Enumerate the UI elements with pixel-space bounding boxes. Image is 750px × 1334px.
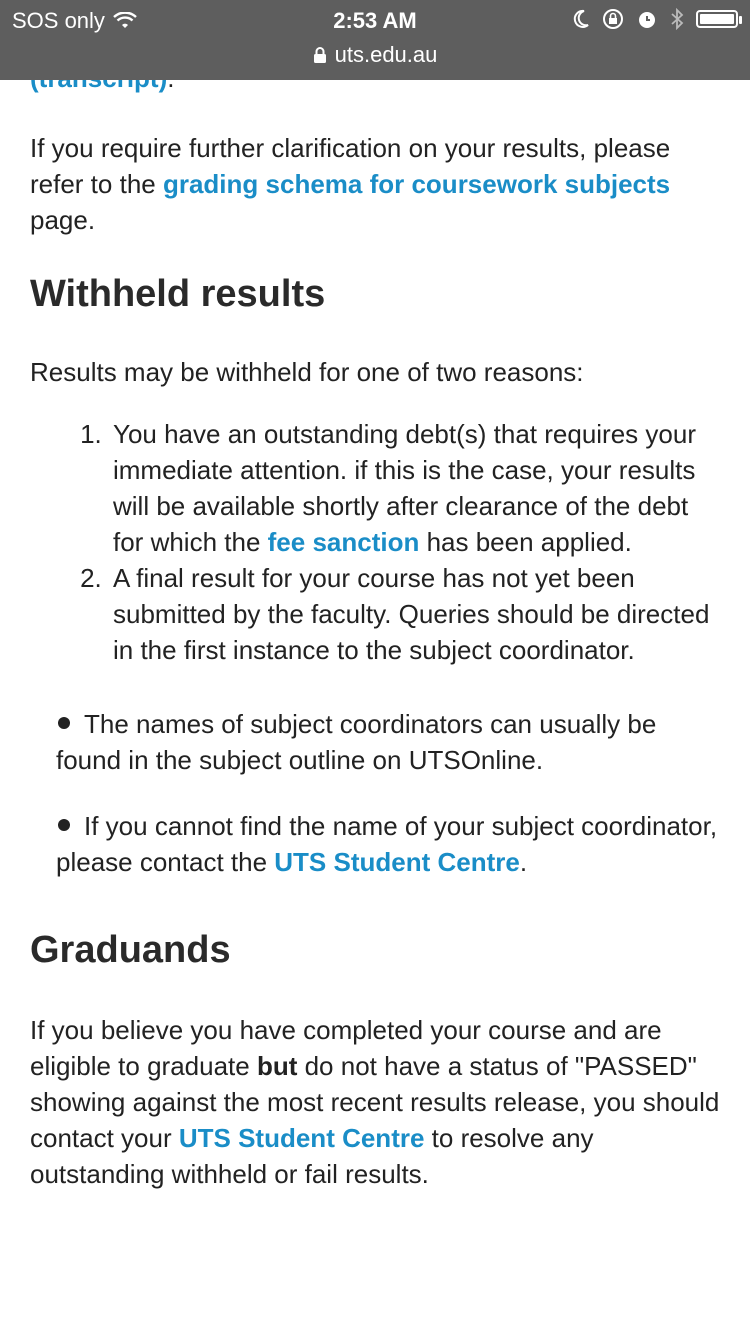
grading-schema-link[interactable]: grading schema for coursework subjects (162, 169, 671, 199)
clock: 2:53 AM (333, 8, 417, 33)
reason-item (109, 416, 720, 560)
list-item (56, 808, 720, 880)
battery-icon (696, 10, 738, 28)
coordinator-notes (30, 706, 720, 880)
reasons-intro: Results may be withheld for one of two reasons: (30, 357, 584, 387)
graduands-heading: Graduands (30, 929, 231, 971)
graduands-paragraph (30, 1012, 720, 1192)
status-icons (572, 8, 738, 30)
reason1-text: You have an outstanding debt(s) that requires your immediate attention. if this is the case, your results will be available shortly after clearance of the debt for which the (113, 419, 696, 557)
fee-sanction-link[interactable]: fee sanction (267, 527, 420, 557)
reason1-tail: has been applied. (419, 527, 632, 557)
address-bar[interactable] (0, 42, 750, 68)
uts-student-centre-link-2[interactable]: UTS Student Centre (178, 1123, 425, 1153)
page-content (30, 60, 720, 1192)
bluetooth-icon (670, 8, 684, 30)
bullet2-text: If you cannot find the name of your subject coordinator, please contact the (56, 811, 718, 877)
moon-icon (572, 9, 590, 29)
bullet-icon (58, 717, 70, 729)
grad-tail: to resolve any outstanding withheld or fail results. (30, 1123, 594, 1189)
withheld-results-heading: Withheld results (30, 273, 326, 315)
bullet2-tail: . (519, 847, 528, 877)
grad-bold: but (256, 1051, 298, 1081)
carrier-label: SOS only (12, 8, 105, 33)
grad-mid: do not have a status of "PASSED" showing against the most recent results release, you should contact your (30, 1051, 720, 1153)
rotation-lock-icon (602, 8, 624, 30)
clarification-paragraph (30, 130, 720, 238)
clarification-tail: page. (30, 205, 96, 235)
status-bar (0, 0, 750, 80)
lock-icon (313, 46, 327, 64)
uts-student-centre-link[interactable]: UTS Student Centre (274, 847, 520, 877)
clarification-text: If you require further clarification on your results, please refer to the (30, 133, 671, 199)
url-text[interactable]: uts.edu.au (334, 42, 438, 67)
list-item (56, 706, 720, 778)
bullet1-text: The names of subject coordinators can usually be found in the subject outline on UTSOnline. (56, 709, 657, 775)
alarm-icon (636, 8, 658, 30)
grad-text: If you believe you have completed your course and are eligible to graduate (30, 1015, 662, 1081)
bullet-icon (58, 819, 70, 831)
reason-item: 2. A final result for your course has not yet been submitted by the faculty. Queries should be directed in the first instance to the subject coordinator. (109, 560, 720, 668)
reasons-list (30, 416, 720, 668)
